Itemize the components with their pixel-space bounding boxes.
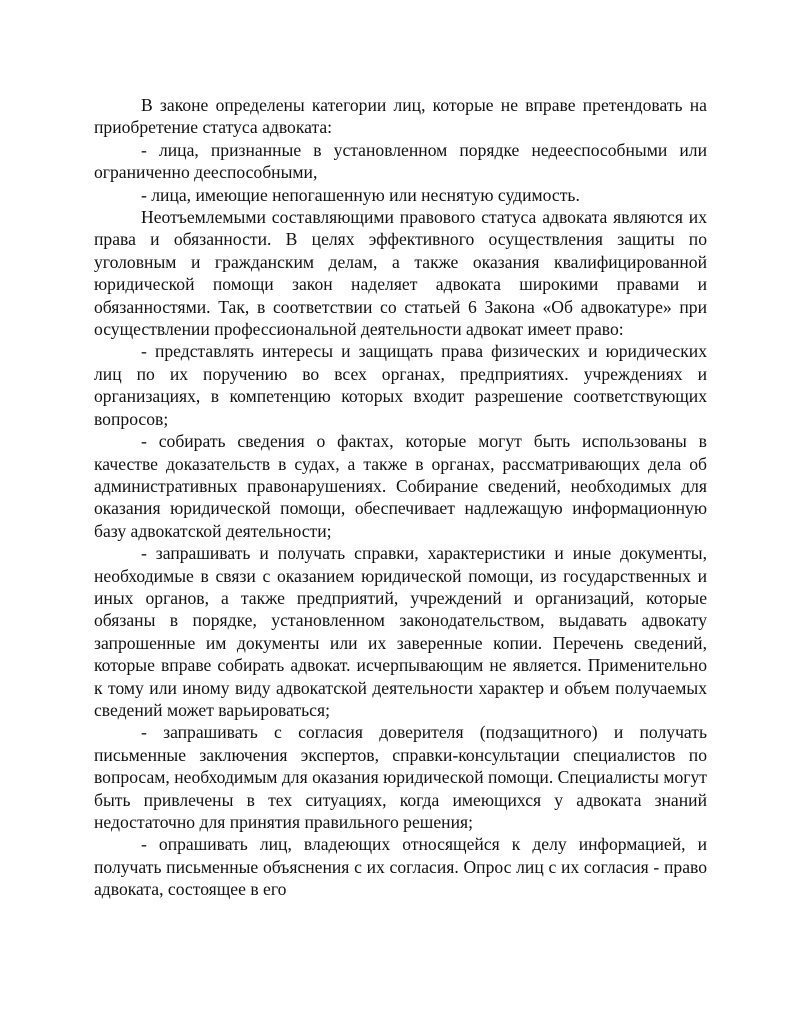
paragraph-categories-intro: В законе определены категории лиц, которые не вправе претендовать на приобретение статуса адвоката: xyxy=(94,95,707,138)
paragraph-right-expert-opinions: - запрашивать с согласия доверителя (подзащитного) и получать письменные заключения экспертов, справки-консультации специалистов по вопросам, необходимым для оказания юридической помощи. Специалисты могут быть привлечены в тех ситуациях, когда имеющихся у адвоката знаний недостаточно для принятия правильного решения; xyxy=(94,722,707,832)
paragraph-rights-and-duties: Неотъемлемыми составляющими правового статуса адвоката являются их права и обязанности. В целях эффективного осуществления защиты по уголовным и гражданским делам, а также оказания квалифицированной юридической помощи закон наделяет адвоката широкими правами и обязанностями. Так, в соответствии со статьей 6 Закона «Об адвокатуре» при осуществлении профессиональной деятельности адвокат имеет право: xyxy=(94,207,707,340)
paragraph-convicted-persons: - лица, имеющие непогашенную или неснятую судимость. xyxy=(141,184,580,205)
paragraph-right-represent: - представлять интересы и защищать права физических и юридических лиц по их поручению во всех органах, предприятиях. учреждениях и организациях, в компетенцию которых входит разрешение соответствующих вопросов; xyxy=(94,341,707,429)
document-body xyxy=(94,94,707,901)
paragraph-right-interview: - опрашивать лиц, владеющих относящейся к делу информацией, и получать письменные объяснения с их согласия. Опрос лиц с их согласия - право адвоката, состоящее в его xyxy=(94,834,707,900)
paragraph-incapable-persons: - лица, признанные в установленном порядке недееспособными или ограниченно дееспособными, xyxy=(94,139,707,183)
paragraph-right-collect-info: - собирать сведения о фактах, которые могут быть использованы в качестве доказательств в судах, а также в органах, рассматривающих дела об административных правонарушениях. Собирание сведений, необходимых для оказания юридической помощи, обеспечивает надлежащую информационную базу адвокатской деятельности; xyxy=(94,431,707,541)
paragraph-right-request-documents: - запрашивать и получать справки, характеристики и иные документы, необходимые в связи с оказанием юридической помощи, из государственных и иных органов, а также предприятий, учреждений и организаций, которые обязаны в порядке, установленном законодательством, выдавать адвокату запрошенные им документы или их заверенные копии. Перечень сведений, которые вправе собирать адвокат. исчерпывающим не является. Применительно к тому или иному виду адвокатской деятельности характер и объем получаемых сведений может варьироваться; xyxy=(94,543,707,720)
